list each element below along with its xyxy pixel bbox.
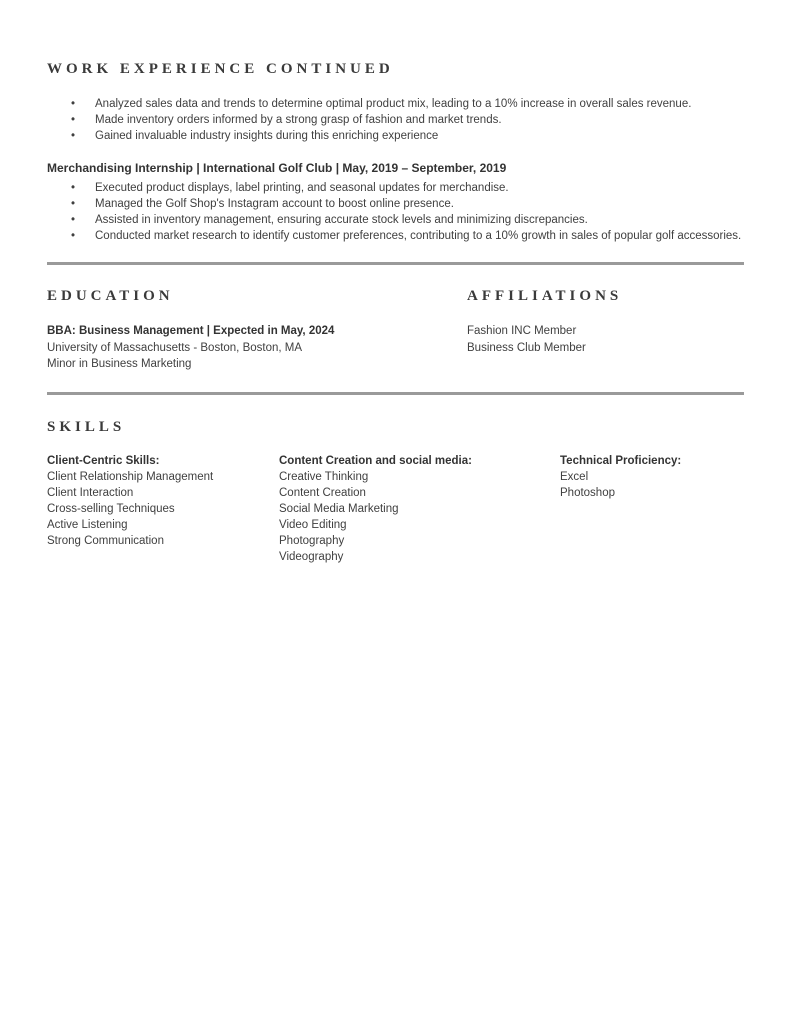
skill-item: Photoshop (560, 486, 615, 499)
affiliations-section (467, 289, 744, 373)
skill-item: Creative Thinking (279, 470, 369, 483)
skill-item: Photography (279, 534, 345, 547)
skill-item: Strong Communication (47, 534, 164, 547)
bullet-item: • Analyzed sales data and trends to determine optimal product mix, leading to a 10% increase in overall sales revenue. (47, 96, 744, 112)
bullet-item: • Executed product displays, label printing, and seasonal updates for merchandise. (47, 180, 744, 196)
skills-column-heading: Technical Proficiency: (560, 454, 682, 467)
skill-item: Active Listening (47, 518, 128, 531)
affiliations-title: AFFILIATIONS (467, 288, 623, 304)
skill-item: Cross-selling Techniques (47, 502, 175, 515)
job-bullets (47, 180, 744, 244)
job-title-merchandising-internship: Merchandising Internship | International Golf Club | May, 2019 – September, 2019 (47, 161, 507, 175)
work-experience-intro-bullets (47, 96, 744, 144)
section-divider (47, 392, 744, 395)
skill-item: Social Media Marketing (279, 502, 399, 515)
skill-item: Excel (560, 470, 589, 483)
bullet-item: • Gained invaluable industry insights during this enriching experience (47, 128, 744, 144)
skills-column-content-creation (279, 453, 560, 565)
education-minor: Minor in Business Marketing (47, 358, 192, 370)
skills-columns-row (47, 453, 744, 565)
education-affiliations-row (47, 289, 744, 373)
bullet-item: • Made inventory orders informed by a strong grasp of fashion and market trends. (47, 112, 744, 128)
skills-column-technical-proficiency (560, 453, 744, 565)
bullet-item: • Conducted market research to identify customer preferences, contributing to a 10% growth in sales of popular golf accessories. (47, 228, 744, 244)
education-section (47, 289, 467, 373)
section-divider (47, 262, 744, 265)
education-title: EDUCATION (47, 288, 174, 304)
skill-item: Client Relationship Management (47, 470, 214, 483)
skill-item: Videography (279, 550, 344, 563)
affiliation-item: Fashion INC Member (467, 325, 577, 337)
skills-title: SKILLS (47, 418, 126, 435)
skill-item: Content Creation (279, 486, 366, 499)
education-degree: BBA: Business Management | Expected in May, 2024 (47, 325, 335, 337)
work-experience-continued-title: WORK EXPERIENCE CONTINUED (47, 61, 394, 77)
skill-item: Video Editing (279, 518, 347, 531)
bullet-item: • Assisted in inventory management, ensuring accurate stock levels and minimizing discrepancies. (47, 212, 744, 228)
education-school: University of Massachusetts - Boston, Boston, MA (47, 341, 303, 354)
bullet-item: • Managed the Golf Shop's Instagram account to boost online presence. (47, 196, 744, 212)
skills-column-heading: Client-Centric Skills: (47, 454, 160, 467)
skills-column-heading: Content Creation and social media: (279, 454, 472, 467)
skill-item: Client Interaction (47, 486, 134, 499)
skills-column-client-centric (47, 453, 279, 565)
affiliation-item: Business Club Member (467, 341, 586, 354)
